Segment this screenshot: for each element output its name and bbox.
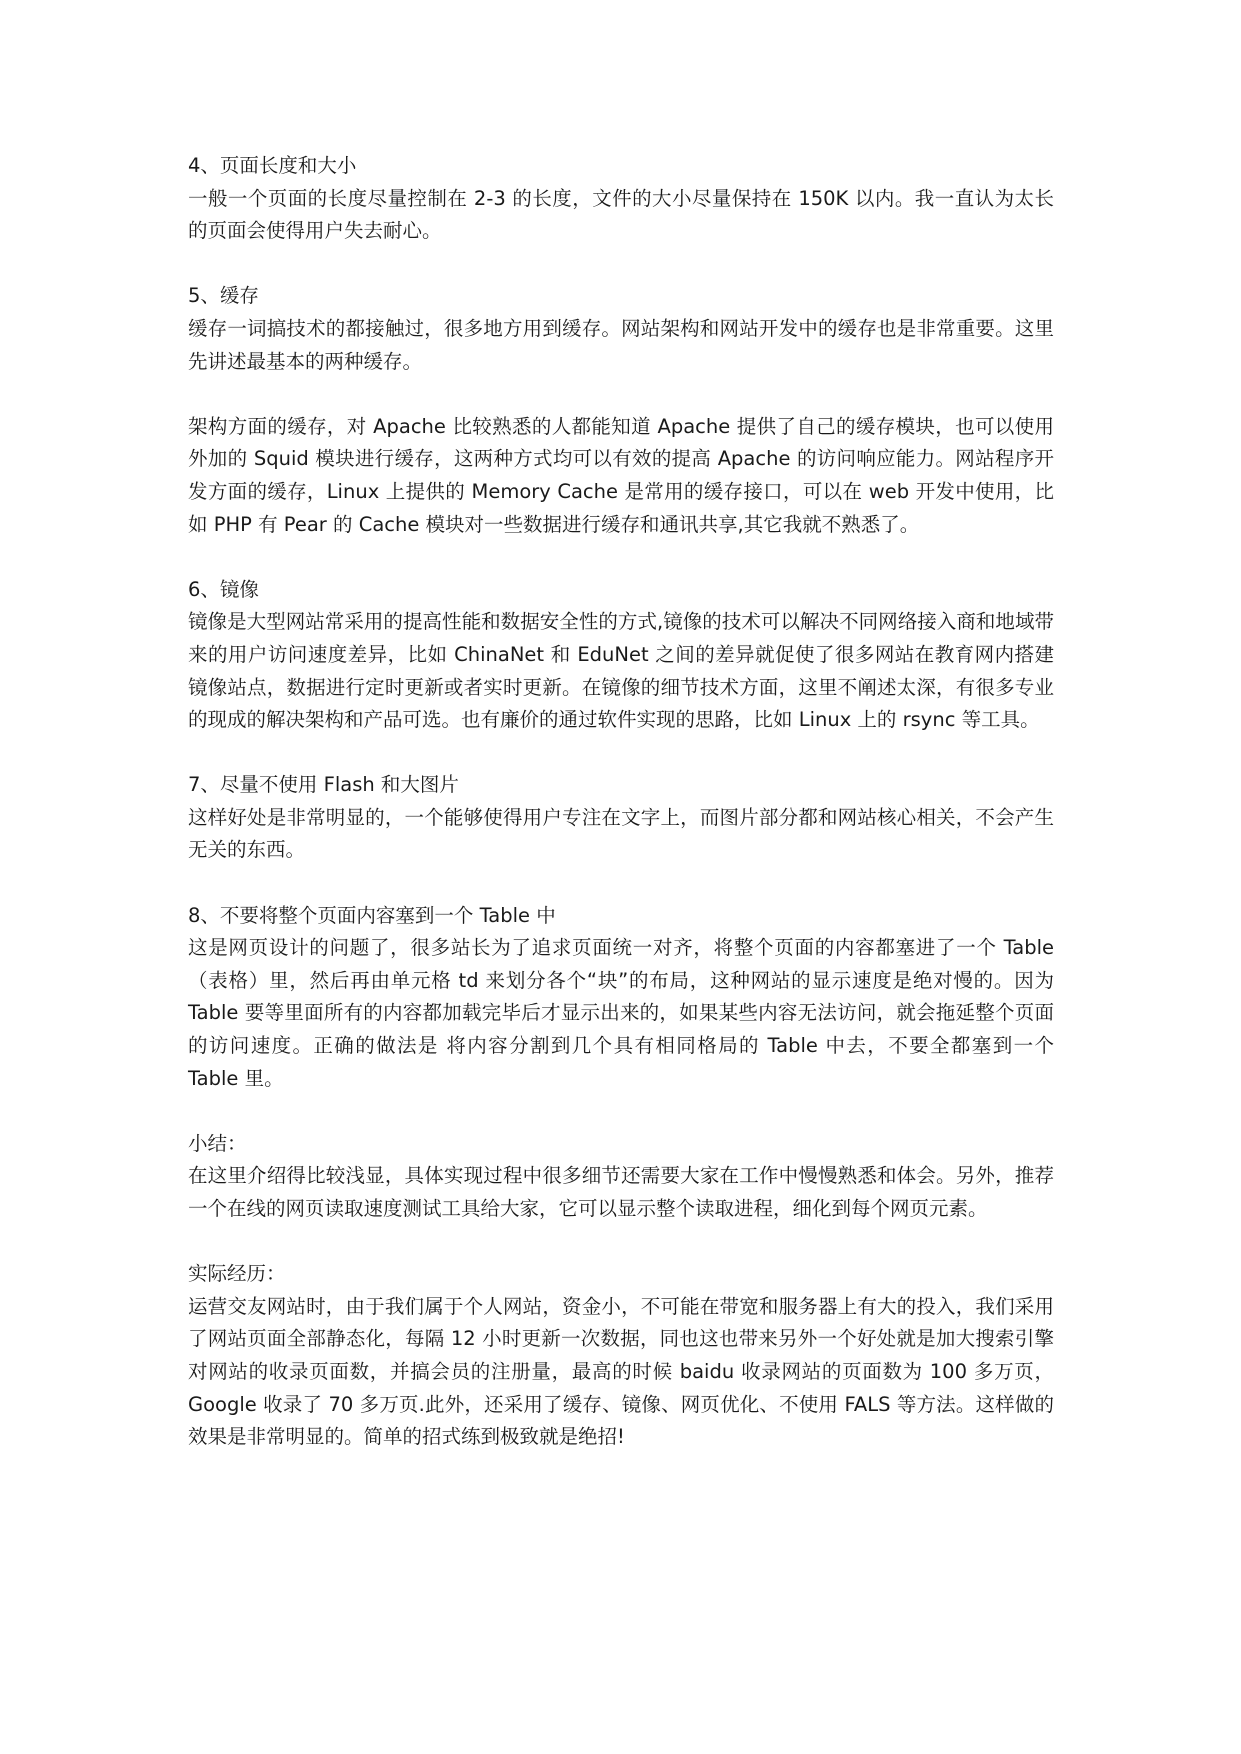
section-experience: [188, 1258, 1054, 1454]
document-page: [188, 150, 1054, 1486]
section-heading: 小结：: [188, 1131, 247, 1155]
section-heading: 实际经历：: [188, 1262, 286, 1286]
section-mirror: [188, 574, 1054, 737]
section-heading: 5、缓存: [188, 284, 259, 308]
section-heading: 6、镜像: [188, 577, 259, 601]
section-paragraph: 一般一个页面的长度尽量控制在 2-3 的长度，文件的大小尽量保持在 150K 以内。我一直认为太长的页面会使得用户失去耐心。: [188, 186, 1054, 243]
section-cache: [188, 280, 1054, 541]
section-no-table: [188, 900, 1054, 1096]
section-no-flash: [188, 769, 1054, 867]
section-paragraph: 在这里介绍得比较浅显，具体实现过程中很多细节还需要大家在工作中慢慢熟悉和体会。另外，推荐一个在线的网页读取速度测试工具给大家，它可以显示整个读取进程，细化到每个网页元素。: [188, 1164, 1054, 1220]
section-heading: 8、不要将整个页面内容塞到一个 Table 中: [188, 903, 556, 927]
section-paragraph: 这样好处是非常明显的，一个能够使得用户专注在文字上，而图片部分都和网站核心相关，不会产生无关的东西。: [188, 805, 1054, 862]
section-heading: 4、页面长度和大小: [188, 154, 357, 177]
section-paragraph: 运营交友网站时，由于我们属于个人网站，资金小，不可能在带宽和服务器上有大的投入，我们采用了网站页面全部静态化，每隔 12 小时更新一次数据，同也这也带来另外一个好处就是加大搜索引擎对网站的收录页面数，并搞会员的注册量，最高的时候 baidu 收录网站的页面数为 100 多万页，Google 收录了 70 多万页.此外，还采用了缓存、镜像、网页优化、不使用 FALS 等方法。这样做的效果是非常明显的。简单的招式练到极致就是绝招!: [188, 1294, 1054, 1449]
section-summary: [188, 1128, 1054, 1226]
section-paragraph: 镜像是大型网站常采用的提高性能和数据安全性的方式,镜像的技术可以解决不同网络接入商和地域带来的用户访问速度差异，比如 ChinaNet 和 EduNet 之间的差异就促使了很多网站在教育网内搭建镜像站点，数据进行定时更新或者实时更新。在镜像的细节技术方面，这里不阐述太深，有很多专业的现成的解决架构和产品可选。也有廉价的通过软件实现的思路，比如 Linux 上的 rsync 等工具。: [188, 610, 1054, 732]
section-paragraph: 缓存一词搞技术的都接触过，很多地方用到缓存。网站架构和网站开发中的缓存也是非常重要。这里先讲述最基本的两种缓存。: [188, 316, 1054, 373]
section-heading: 7、尽量不使用 Flash 和大图片: [188, 773, 459, 797]
section-paragraph: 架构方面的缓存，对 Apache 比较熟悉的人都能知道 Apache 提供了自己的缓存模块，也可以使用外加的 Squid 模块进行缓存，这两种方式均可以有效的提高 Apache 的访问响应能力。网站程序开发方面的缓存，Linux 上提供的 Memory Cache 是常用的缓存接口，可以在 web 开发中使用，比如 PHP 有 Pear 的 Cache 模块对一些数据进行缓存和通讯共享,其它我就不熟悉了。: [188, 414, 1054, 536]
section-paragraph: 这是网页设计的问题了，很多站长为了追求页面统一对齐，将整个页面的内容都塞进了一个 Table（表格）里，然后再由单元格 td 来划分各个“块”的布局，这种网站的显示速度是绝对慢的。因为 Table 要等里面所有的内容都加载完毕后才显示出来的，如果某些内容无法访问，就会拖延整个页面的访问速度。正确的做法是 将内容分割到几个具有相同格局的 Table 中去，不要全都塞到一个 Table 里。: [188, 936, 1054, 1090]
section-page-length: [188, 150, 1054, 248]
